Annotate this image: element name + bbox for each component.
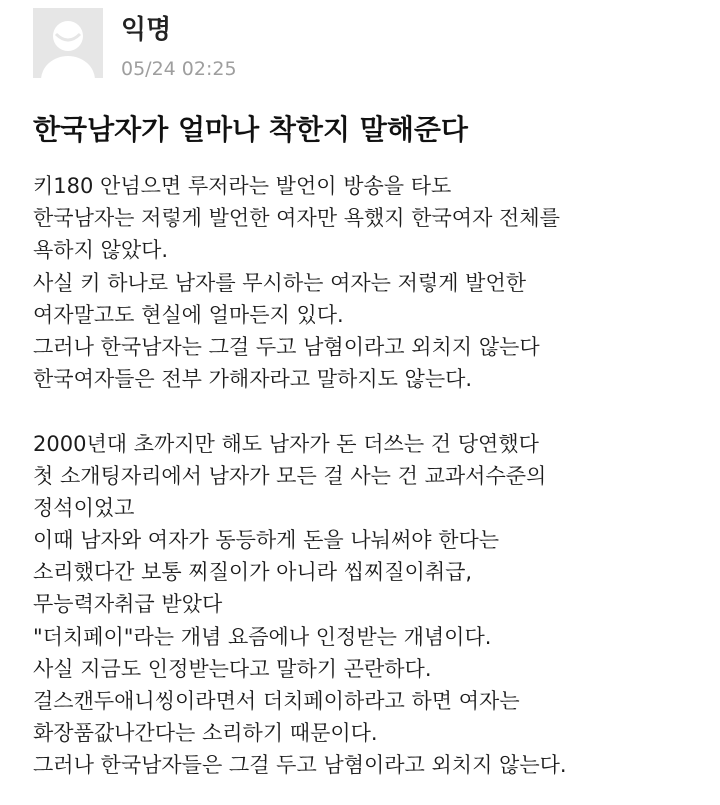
body-line: 무능력자취급 받았다 bbox=[33, 592, 223, 617]
body-line: 정석이었고 bbox=[33, 495, 135, 520]
body-line: 걸스캔두애니씽이라면서 더치페이하라고 하면 여자는 bbox=[33, 689, 520, 713]
post-timestamp: 05/24 02:25 bbox=[121, 58, 237, 80]
body-line: 사실 키 하나로 남자를 무시하는 여자는 저렇게 발언한 bbox=[33, 270, 527, 295]
body-line: 한국남자는 저렇게 발언한 여자만 욕했지 한국여자 전체를 bbox=[33, 206, 560, 231]
body-line: 키180 안넘으면 루저라는 발언이 방송을 타도 bbox=[33, 174, 452, 198]
post-title: 한국남자가 얼마나 착한지 말해준다 bbox=[33, 113, 468, 146]
body-line: 첫 소개팅자리에서 남자가 모든 걸 사는 건 교과서수준의 bbox=[33, 463, 547, 488]
post-header bbox=[33, 8, 693, 82]
body-line: "더치페이"라는 개념 요즘에나 인정받는 개념이다. bbox=[33, 624, 492, 649]
body-line: 사실 지금도 인정받는다고 말하기 곤란하다. bbox=[33, 656, 432, 681]
body-line: 한국여자들은 전부 가해자라고 말하지도 않는다. bbox=[33, 367, 473, 392]
body-line: 소리했다간 보통 찌질이가 아니라 씹찌질이취급, bbox=[33, 560, 473, 585]
body-line: 욕하지 않았다. bbox=[33, 238, 169, 263]
post-body bbox=[33, 170, 717, 782]
body-line: 화장품값나간다는 소리하기 때문이다. bbox=[33, 721, 378, 746]
author-name[interactable]: 익명 bbox=[121, 15, 172, 45]
paragraph-break bbox=[33, 395, 717, 427]
body-line: 여자말고도 현실에 얼마든지 있다. bbox=[33, 302, 344, 327]
body-line: 그러나 한국남자는 그걸 두고 남혐이라고 외치지 않는다 bbox=[33, 334, 540, 359]
default-user-avatar-icon[interactable] bbox=[33, 8, 103, 78]
body-line: 이때 남자와 여자가 동등하게 돈을 나눠써야 한다는 bbox=[33, 528, 500, 553]
body-line: 그러나 한국남자들은 그걸 두고 남혐이라고 외치지 않는다. bbox=[33, 753, 567, 778]
body-line: 2000년대 초까지만 해도 남자가 돈 더쓰는 건 당연했다 bbox=[33, 431, 539, 456]
